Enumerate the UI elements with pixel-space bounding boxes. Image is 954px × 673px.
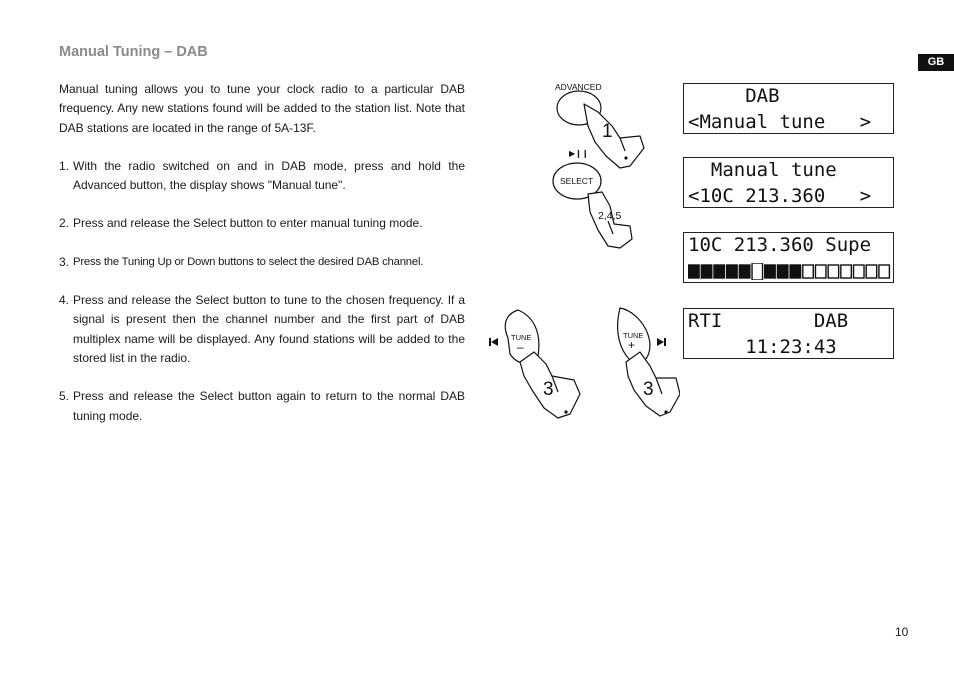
step-3 bbox=[59, 253, 465, 272]
step-1 bbox=[59, 157, 465, 196]
step-text: Press and release the Select button to tune to the chosen frequency. If a signal is present then the channel number and the first part of DAB multiplex name will be displayed. Any found stations will be added to the stored list in the radio. bbox=[73, 293, 465, 365]
signal-block bbox=[803, 265, 813, 278]
step-number: 5. bbox=[59, 389, 70, 404]
step-5 bbox=[59, 387, 465, 426]
lcd-line-1: 10C 213.360 Supe bbox=[688, 234, 872, 256]
lcd-line-1: RTI DAB bbox=[688, 310, 849, 332]
lcd-line-2: <Manual tune > bbox=[688, 111, 872, 133]
signal-block bbox=[790, 265, 800, 278]
tune-up-label: TUNE bbox=[623, 331, 644, 340]
signal-block bbox=[854, 265, 864, 278]
lcd-display-4 bbox=[683, 308, 894, 359]
select-step-numbers: 2,4,5 bbox=[598, 210, 622, 222]
instructions bbox=[59, 80, 465, 426]
skip-forward-icon bbox=[657, 338, 666, 346]
signal-strength-bar bbox=[688, 263, 891, 280]
step-text: Press and release the Select button again to return to the normal DAB tuning mode. bbox=[73, 389, 465, 423]
signal-block bbox=[828, 265, 838, 278]
lcd-display-2 bbox=[683, 157, 894, 208]
signal-block bbox=[765, 265, 775, 278]
signal-threshold-marker bbox=[752, 263, 762, 280]
tune-down-label: TUNE bbox=[511, 333, 532, 342]
play-pause-icon: ▶❙❙ bbox=[569, 149, 589, 158]
signal-block bbox=[689, 265, 699, 278]
step-4 bbox=[59, 291, 465, 368]
step-2 bbox=[59, 214, 465, 233]
step-text: Press the Tuning Up or Down buttons to select the desired DAB channel. bbox=[73, 255, 424, 268]
step-text: With the radio switched on and in DAB mode, press and hold the Advanced button, the display shows "Manual tune". bbox=[73, 158, 465, 193]
tune-up-step-number: 3 bbox=[643, 379, 654, 400]
button-diagram bbox=[480, 76, 680, 426]
step-number: 1. bbox=[59, 158, 70, 173]
signal-block bbox=[841, 265, 851, 278]
select-label: SELECT bbox=[560, 176, 594, 186]
tune-up-symbol: + bbox=[628, 338, 636, 352]
signal-block bbox=[879, 265, 889, 278]
intro-paragraph: Manual tuning allows you to tune your clock radio to a particular DAB frequency. Any new stations found will be added to the station list. Note that DAB stations are located in the range of 5A-13F. bbox=[59, 82, 465, 135]
signal-block bbox=[815, 265, 825, 278]
signal-block bbox=[714, 265, 724, 278]
lcd-line-1: Manual tune bbox=[688, 159, 837, 181]
signal-block bbox=[739, 265, 749, 278]
language-badge: GB bbox=[918, 54, 954, 71]
tune-down-symbol: – bbox=[517, 340, 524, 354]
tune-down-step-number: 3 bbox=[543, 379, 554, 400]
signal-block bbox=[727, 265, 737, 278]
advanced-step-number: 1 bbox=[602, 121, 613, 142]
page-heading: Manual Tuning – DAB bbox=[59, 44, 208, 60]
page-number: 10 bbox=[895, 625, 909, 639]
step-number: 2. bbox=[59, 216, 70, 231]
step-number: 4. bbox=[59, 293, 70, 308]
step-number: 3. bbox=[59, 254, 70, 269]
lcd-line-1: DAB bbox=[688, 85, 780, 107]
advanced-label: ADVANCED bbox=[555, 82, 602, 92]
signal-block bbox=[701, 265, 711, 278]
lcd-line-2: <10C 213.360 > bbox=[688, 185, 872, 207]
lcd-display-3 bbox=[683, 232, 894, 283]
step-text: Press and release the Select button to enter manual tuning mode. bbox=[73, 216, 423, 231]
pointing-hand-icon bbox=[584, 104, 644, 168]
button-illustration bbox=[480, 76, 680, 426]
signal-block bbox=[866, 265, 876, 278]
skip-back-icon bbox=[489, 338, 498, 346]
lcd-display-1 bbox=[683, 83, 894, 134]
signal-block bbox=[777, 265, 787, 278]
lcd-line-2: 11:23:43 bbox=[688, 336, 837, 358]
